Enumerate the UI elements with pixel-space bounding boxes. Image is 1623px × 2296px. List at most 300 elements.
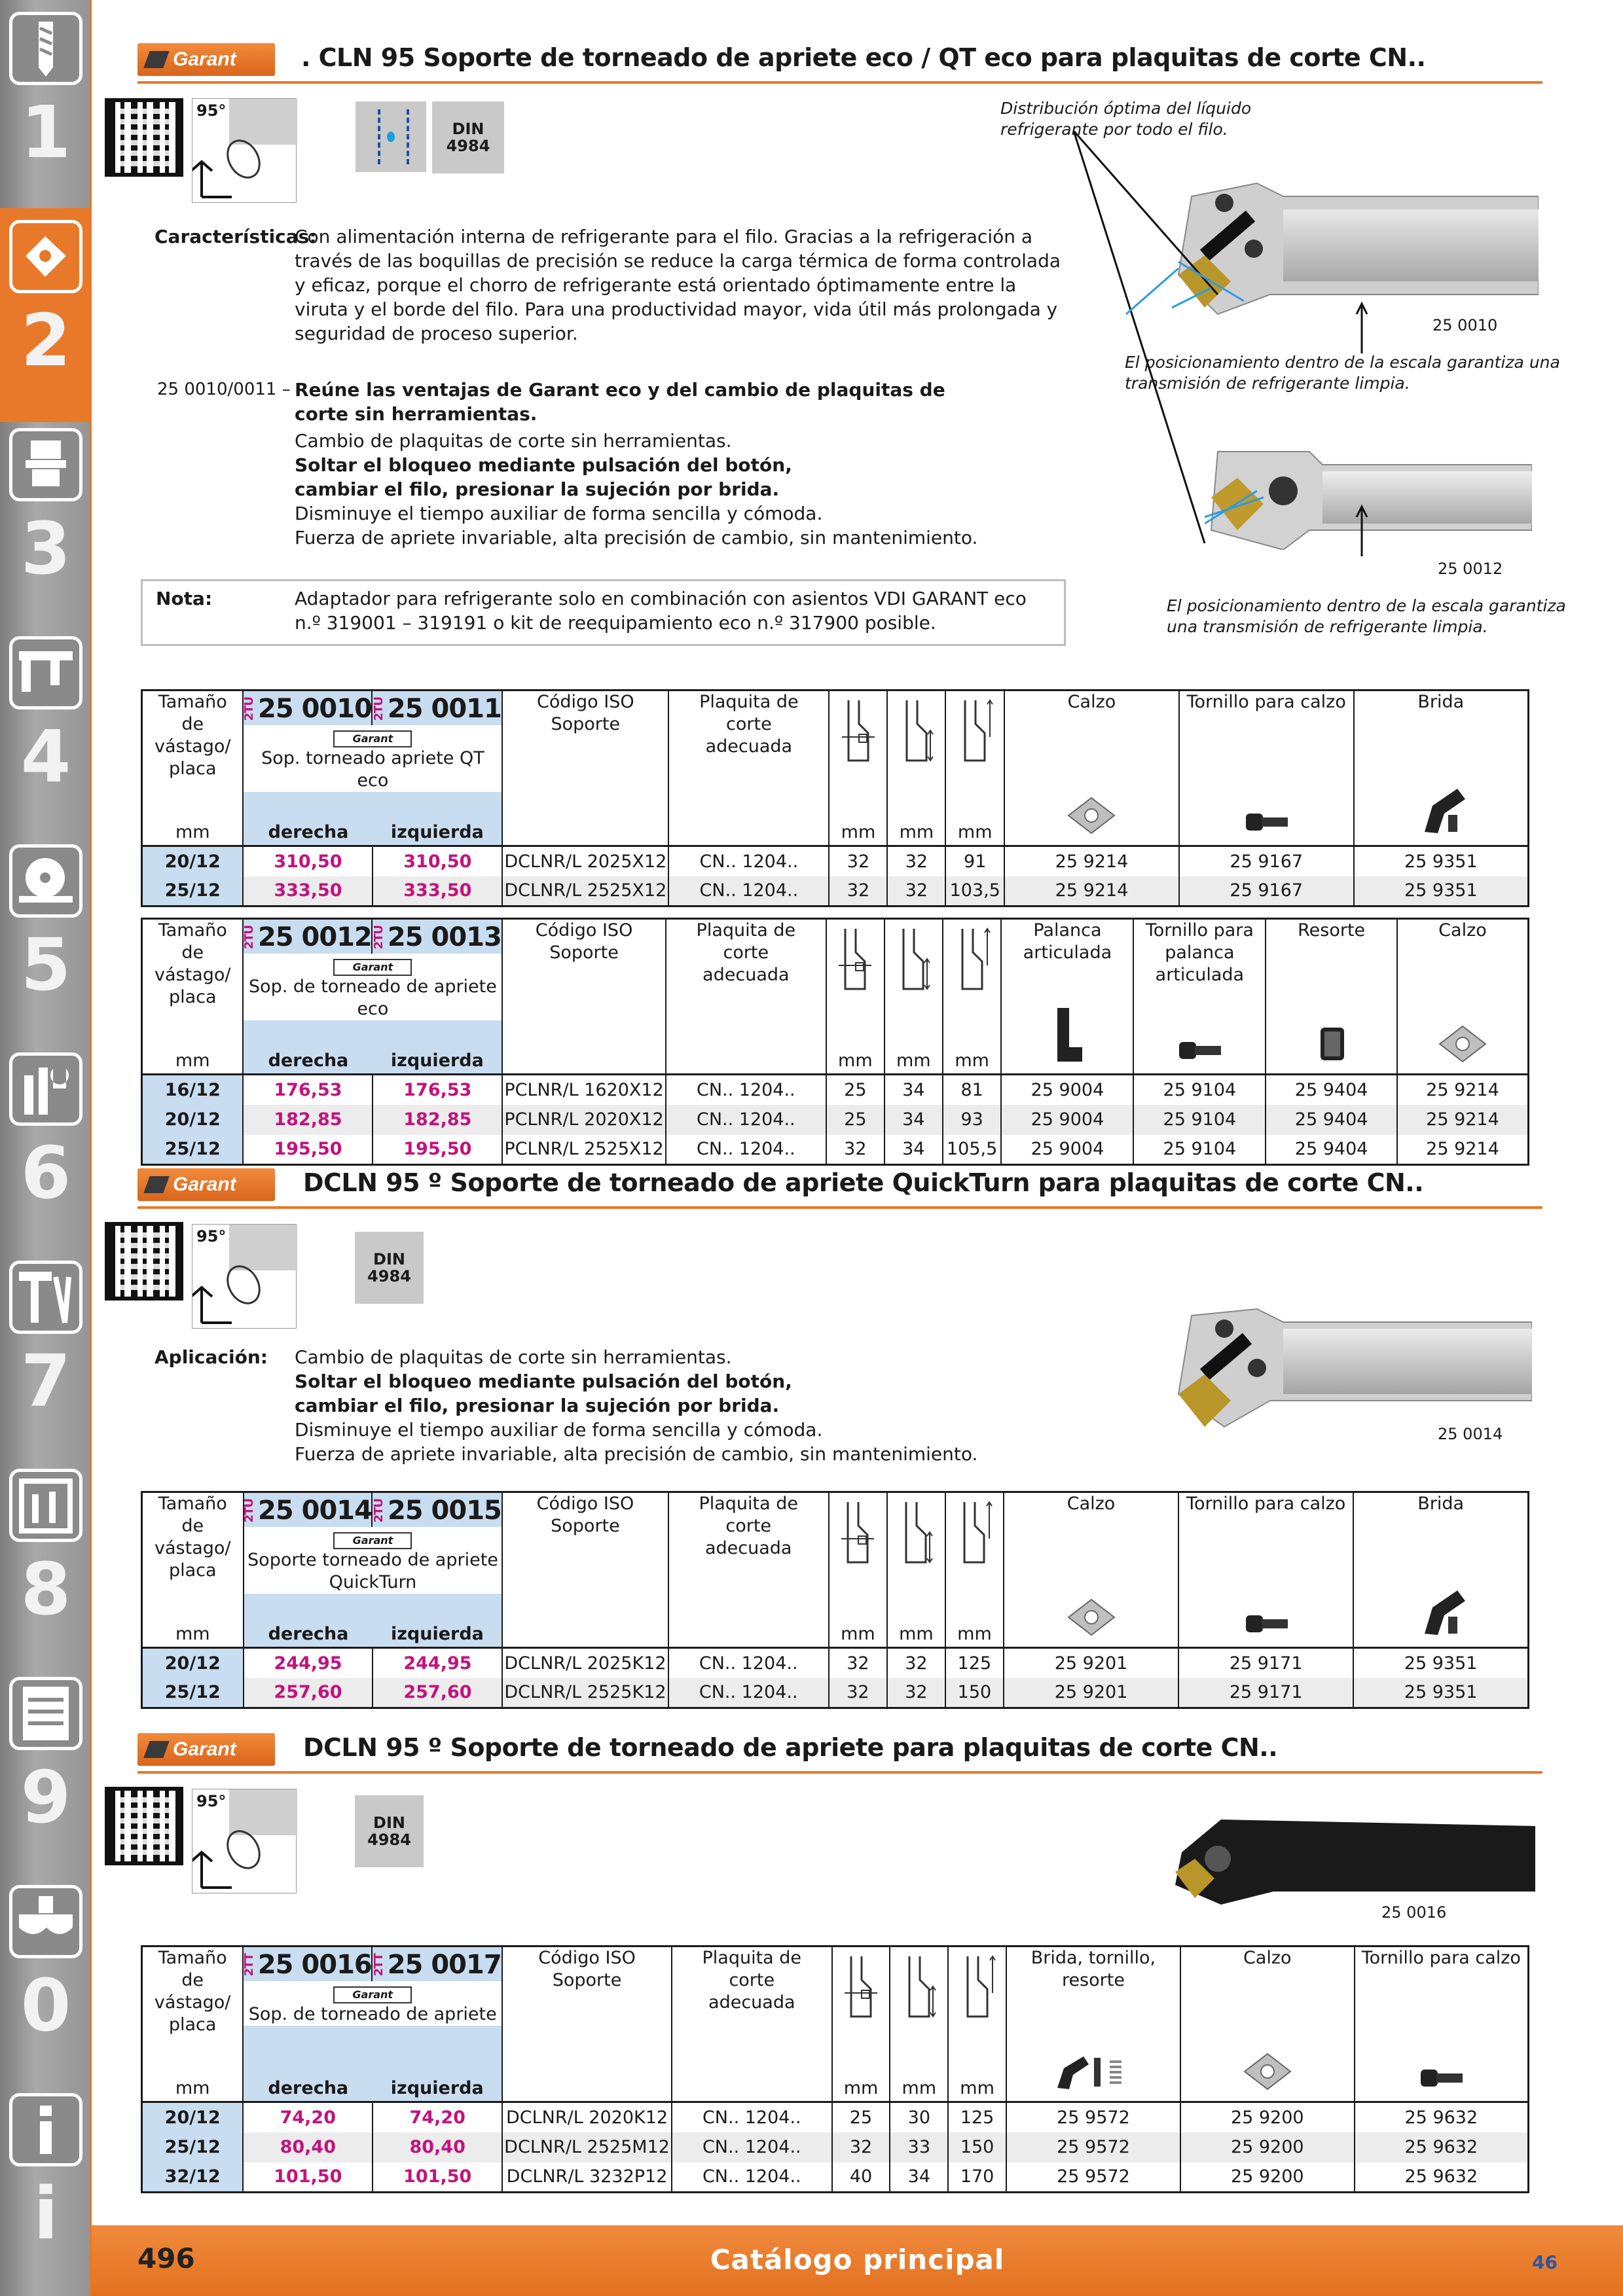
tag: 2TU — [371, 1498, 386, 1523]
iso-code: DCLNR/L 2525K12 — [502, 1678, 668, 1708]
part-number[interactable]: 25 9004 — [1001, 1135, 1133, 1165]
unit-label: mm — [175, 2078, 210, 2098]
sidebar-chapter-3[interactable] — [0, 416, 92, 630]
part-header-text: Tornillo para calzo — [1361, 1948, 1521, 1968]
insert-type: CN.. 1204.. — [668, 1648, 829, 1678]
insert-header-text: Plaquita de corte adecuada — [702, 1948, 802, 2013]
part-header — [1006, 1946, 1180, 2102]
caption-positioning: El posicionamiento dentro de la escala garantiza una transmisión de refrigerante limpia. — [1125, 353, 1560, 393]
unit-label: mm — [957, 1624, 992, 1644]
price-right: 244,95 — [244, 1648, 373, 1678]
dimension-2: 30 — [890, 2102, 948, 2132]
dimension-header — [884, 919, 943, 1075]
part-number[interactable]: 25 9004 — [1001, 1075, 1133, 1105]
part-number[interactable]: 25 9214 — [1004, 876, 1179, 906]
dimension-2: 32 — [887, 1648, 945, 1678]
part-number[interactable]: 25 9214 — [1397, 1105, 1529, 1135]
ref-line: Disminuye el tiempo auxiliar de forma sencilla y cómoda. — [295, 503, 823, 524]
table-row — [142, 1105, 1529, 1135]
iso-header — [502, 691, 668, 846]
part-header-text: Calzo — [1067, 692, 1116, 712]
insert-header-text: Plaquita de corte adecuada — [696, 920, 796, 985]
ref-bold: Reúne las ventajas de Garant eco y del cambio de plaquitas de corte sin herramientas. — [295, 379, 945, 425]
part-header-text: Brida, tornillo, resorte — [1030, 1948, 1156, 1990]
dimension-header — [890, 1946, 948, 2102]
shim-icon — [1181, 2049, 1354, 2094]
article-header — [243, 1946, 502, 2102]
article-number-right[interactable] — [244, 691, 373, 725]
table-row — [142, 846, 1529, 876]
app-line: Cambio de plaquitas de corte sin herramientas. — [295, 1346, 732, 1368]
product-table — [141, 1491, 1529, 1709]
insert-type: CN.. 1204.. — [668, 846, 829, 876]
part-header-text: Resorte — [1298, 920, 1366, 941]
part-number[interactable]: 25 9167 — [1179, 876, 1354, 906]
iso-header — [502, 1946, 672, 2102]
size-cell: 20/12 — [142, 1648, 244, 1678]
price-left: 244,95 — [373, 1648, 502, 1678]
dimension-3: 150 — [948, 2132, 1006, 2162]
ref-label: 25 0010/0011 – — [157, 380, 291, 399]
iso-code: PCLNR/L 2020X12 — [502, 1105, 665, 1135]
dimension-header — [887, 1492, 945, 1648]
tool-image-250012 — [1205, 439, 1532, 550]
article-description: Sop. torneado apriete QT eco — [261, 748, 484, 791]
tag: 2TU — [371, 925, 386, 950]
application-label: Aplicación: — [155, 1346, 268, 1368]
part-number[interactable]: 25 9104 — [1133, 1135, 1266, 1165]
size-cell: 25/12 — [142, 1135, 244, 1165]
price-left: 310,50 — [373, 846, 502, 876]
dimension-2: 34 — [884, 1075, 943, 1105]
caption-positioning: El posicionamiento dentro de la escala garantiza una transmisión de refrigerante limpia. — [1167, 596, 1566, 636]
part-number[interactable]: 25 9351 — [1354, 876, 1529, 906]
size-cell: 25/12 — [142, 876, 244, 906]
dimension-header — [887, 691, 945, 846]
part-number[interactable]: 25 9572 — [1006, 2132, 1180, 2162]
left-label: izquierda — [390, 1624, 484, 1644]
footer-title: Catálogo principal — [710, 2244, 1005, 2276]
table-row — [142, 2162, 1529, 2193]
dimension-1: 25 — [832, 2102, 890, 2132]
article-number: 25 0014 — [258, 1496, 372, 1526]
article-number-left[interactable] — [373, 1493, 501, 1527]
part-number[interactable]: 25 9404 — [1266, 1075, 1397, 1105]
clamp-icon — [1355, 780, 1527, 838]
features-text: Con alimentación interna de refrigerante para el filo. Gracias a la refrigeración a través de las boquillas de precisión se reduce la carga térmica de forma controlada y eficaz, porque el chorro de refrigerante está orientado óptimamente entre la viruta y el borde del filo. Para una productividad mayor, vida útil más prolongada y seguridad de proceso superior. — [295, 226, 1061, 344]
chapter-number: 4 — [20, 715, 71, 798]
dimension-1: 32 — [829, 846, 887, 876]
part-number[interactable]: 25 9404 — [1266, 1105, 1397, 1135]
size-header — [142, 1946, 244, 2102]
tag: 2TT — [371, 1953, 386, 1977]
din-badge: DIN 4984 — [355, 1232, 424, 1304]
part-number[interactable]: 25 9201 — [1004, 1678, 1178, 1708]
price-right: 310,50 — [243, 846, 373, 876]
image-code: 25 0010 — [1432, 316, 1498, 334]
shim-icon — [1398, 1021, 1527, 1067]
dimension-header — [945, 1492, 1004, 1648]
part-number[interactable]: 25 9572 — [1006, 2102, 1180, 2132]
part-header — [1355, 1946, 1529, 2102]
dimension-2: 33 — [890, 2132, 948, 2162]
screw-icon — [1179, 1607, 1353, 1640]
part-number[interactable]: 25 9200 — [1180, 2132, 1355, 2162]
article-number-left[interactable] — [373, 920, 501, 954]
app-line: Disminuye el tiempo auxiliar de forma sencilla y cómoda. — [295, 1419, 823, 1441]
dimension-2: 34 — [884, 1105, 943, 1135]
section-title: DCLN 95 º Soporte de torneado de apriete para plaquitas de corte CN.. — [303, 1733, 1278, 1762]
dimension-1: 25 — [826, 1105, 884, 1135]
dimension-1: 32 — [826, 1135, 884, 1165]
article-number-right[interactable] — [244, 1493, 373, 1527]
iso-header — [502, 1492, 668, 1648]
part-header-text: Brida — [1417, 1494, 1465, 1514]
tag: 2TU — [242, 1498, 257, 1523]
chapter-number: 0 — [20, 1964, 71, 2047]
sidebar-chapter-4[interactable] — [0, 624, 92, 838]
sidebar-chapter-0[interactable] — [0, 1873, 92, 2087]
garant-mini-logo: Garant — [333, 959, 412, 976]
part-number[interactable]: 25 9214 — [1004, 846, 1179, 876]
size-header — [142, 1492, 244, 1648]
left-label: izquierda — [390, 1050, 484, 1071]
part-number[interactable]: 25 9632 — [1355, 2132, 1529, 2162]
unit-label: mm — [896, 1050, 931, 1071]
article-description: Sop. de torneado de apriete eco — [248, 977, 497, 1019]
ref-line: cambiar el filo, presionar la sujeción por brida. — [295, 478, 780, 500]
price-right: 80,40 — [243, 2132, 373, 2162]
unit-label: mm — [843, 2078, 879, 2098]
size-header-text: Tamaño de vástago/ placa — [154, 1948, 231, 2035]
tool-image-250014 — [1165, 1302, 1532, 1433]
iso-code: PCLNR/L 1620X12 — [502, 1075, 665, 1105]
size-header-text: Tamaño de vástago/ placa — [155, 1494, 231, 1581]
size-cell: 25/12 — [142, 1678, 244, 1708]
dimension-3: 125 — [948, 2102, 1006, 2132]
chapter-sidebar — [0, 0, 92, 2296]
part-header-text: Palanca articulada — [1023, 920, 1112, 963]
image-code: 25 0014 — [1438, 1425, 1503, 1443]
part-header — [1354, 691, 1529, 846]
app-line: cambiar el filo, presionar la sujeción por brida. — [295, 1395, 780, 1416]
part-header-text: Tornillo para calzo — [1186, 692, 1346, 712]
article-number: 25 0013 — [387, 922, 501, 952]
part-number[interactable]: 25 9351 — [1354, 846, 1529, 876]
dimension-3: 103,5 — [945, 876, 1004, 906]
tag: 2TU — [242, 925, 256, 950]
dimension-2: 32 — [887, 876, 945, 906]
right-label: derecha — [268, 1624, 349, 1644]
clamp-icon — [1354, 1581, 1527, 1640]
insert-header-text: Plaquita de corte adecuada — [699, 1494, 798, 1558]
note-label: Nota: — [156, 588, 213, 609]
dimension-header — [945, 691, 1004, 846]
dimension-header — [948, 1946, 1006, 2102]
insert-type: CN.. 1204.. — [672, 2162, 832, 2193]
part-header — [1004, 1492, 1178, 1648]
insert-header — [666, 919, 826, 1075]
iso-code: DCLNR/L 2025K12 — [502, 1648, 668, 1678]
chapter-number: 7 — [20, 1339, 71, 1423]
part-number[interactable]: 25 9171 — [1178, 1648, 1353, 1678]
dimension-3: 81 — [943, 1075, 1002, 1105]
tag: 2TU — [371, 696, 386, 721]
dimension-2: 32 — [887, 846, 945, 876]
qr-code[interactable] — [105, 1787, 183, 1865]
din-badge: DIN 4984 — [432, 101, 504, 173]
article-number-left[interactable] — [373, 1947, 501, 1981]
dimension-1: 32 — [829, 876, 887, 906]
caption-coolant: Distribución óptima del líquido refrigerante por todo el filo. — [1000, 99, 1252, 139]
size-cell: 32/12 — [142, 2162, 244, 2193]
table-row — [142, 1678, 1529, 1708]
safety-glasses-icon — [9, 1885, 82, 1958]
article-header — [243, 691, 502, 846]
price-right: 195,50 — [243, 1135, 373, 1165]
part-number[interactable]: 25 9201 — [1004, 1648, 1178, 1678]
part-number[interactable]: 25 9632 — [1355, 2102, 1529, 2132]
dimension-2: 34 — [890, 2162, 948, 2193]
price-right: 333,50 — [243, 876, 373, 906]
shim-icon — [1004, 1594, 1178, 1640]
pliers-icon — [9, 1261, 82, 1334]
dimension-3: 91 — [945, 846, 1004, 876]
sidebar-chapter-2[interactable] — [0, 208, 92, 422]
unit-label: mm — [841, 1624, 875, 1644]
part-header — [1353, 1492, 1528, 1648]
product-table — [141, 918, 1529, 1166]
iso-header-text: Código ISO Soporte — [536, 1494, 634, 1536]
din-badge: DIN 4984 — [355, 1795, 424, 1867]
dimension-3: 170 — [948, 2162, 1006, 2193]
dimension-3: 105,5 — [943, 1135, 1002, 1165]
page-number: 496 — [137, 2242, 195, 2274]
dimension-1: 32 — [829, 1648, 887, 1678]
garant-logo: Garant — [137, 43, 275, 76]
price-right: 74,20 — [243, 2102, 373, 2132]
section-title: . CLN 95 Soporte de torneado de apriete eco / QT eco para plaquitas de corte CN.. — [301, 43, 1426, 72]
dimension-3: 125 — [945, 1648, 1004, 1678]
toolholder-icon — [9, 428, 82, 501]
shim-icon — [1005, 793, 1178, 838]
article-number-right[interactable] — [244, 920, 373, 954]
insert-header — [668, 691, 829, 846]
garant-logo: Garant — [137, 1733, 275, 1766]
dimension-2: 34 — [884, 1135, 943, 1165]
part-header — [1266, 919, 1397, 1075]
part-header — [1180, 1946, 1355, 2102]
article-number: 25 0010 — [257, 694, 372, 724]
price-left: 101,50 — [373, 2162, 502, 2193]
part-number[interactable]: 25 9214 — [1397, 1075, 1529, 1105]
tool-image-250016 — [1169, 1813, 1535, 1911]
dimension-header — [832, 1946, 890, 2102]
sidebar-chapter-6[interactable] — [0, 1041, 92, 1255]
iso-code: DCLNR/L 2525X12 — [502, 876, 668, 906]
article-description: Soporte torneado de apriete QuickTurn — [247, 1550, 498, 1592]
part-number[interactable]: 25 9351 — [1353, 1678, 1528, 1708]
sidebar-chapter-5[interactable] — [0, 833, 92, 1047]
size-header — [142, 919, 244, 1075]
dimension-1: 25 — [826, 1075, 884, 1105]
part-number[interactable]: 25 9004 — [1001, 1105, 1133, 1135]
qr-code[interactable] — [105, 1222, 183, 1300]
garant-mini-logo: Garant — [333, 730, 412, 747]
qr-code[interactable] — [105, 98, 183, 177]
angle-diagram — [192, 1224, 297, 1329]
info-icon — [9, 2093, 82, 2166]
article-header — [243, 919, 502, 1075]
article-number-right[interactable] — [244, 1947, 373, 1981]
article-header — [244, 1492, 503, 1648]
price-right: 176,53 — [243, 1075, 373, 1105]
article-number: 25 0016 — [257, 1950, 372, 1980]
unit-label: mm — [175, 1624, 210, 1644]
part-header-text: Calzo — [1243, 1948, 1292, 1968]
chapter-number: 8 — [20, 1547, 71, 1631]
insert-header — [672, 1946, 832, 2102]
part-header — [1179, 691, 1354, 846]
unit-label: mm — [955, 1050, 989, 1071]
part-number[interactable]: 25 9351 — [1353, 1648, 1528, 1678]
sidebar-chapter-8[interactable] — [0, 1457, 92, 1671]
size-header-text: Tamaño de vástago/ placa — [154, 920, 231, 1007]
ref-line: Soltar el bloqueo mediante pulsación del botón, — [295, 454, 792, 476]
arrow-250010 — [1355, 301, 1368, 353]
left-label: izquierda — [390, 2078, 484, 2098]
price-left: 257,60 — [373, 1678, 502, 1708]
price-left: 74,20 — [373, 2102, 502, 2132]
screw-icon — [1355, 2062, 1527, 2094]
garant-logo: Garant — [137, 1168, 275, 1201]
app-line: Fuerza de apriete invariable, alta precisión de cambio, sin mantenimiento. — [295, 1443, 978, 1465]
features-label: Características: — [155, 226, 317, 247]
unit-label: mm — [175, 1050, 210, 1071]
part-header — [1133, 919, 1266, 1075]
arrow-250012 — [1355, 504, 1368, 556]
part-header — [1178, 1492, 1353, 1648]
insert-type: CN.. 1204.. — [666, 1075, 826, 1105]
sidebar-chapter-9[interactable] — [0, 1665, 92, 1879]
clamp-set-icon — [1007, 2049, 1180, 2094]
sidebar-chapter-i[interactable] — [0, 2081, 92, 2295]
part-header-text: Brida — [1417, 692, 1465, 712]
insert-header-text: Plaquita de corte adecuada — [699, 692, 799, 757]
table-row — [142, 2132, 1529, 2162]
chapter-number: 6 — [20, 1131, 71, 1215]
part-number[interactable]: 25 9167 — [1179, 846, 1354, 876]
table-row — [142, 1648, 1529, 1678]
garant-mini-logo: Garant — [333, 1532, 412, 1549]
table-row — [142, 1135, 1529, 1165]
iso-header-text: Código ISO Soporte — [536, 692, 634, 734]
dimension-1: 32 — [832, 2132, 890, 2162]
coolant-icon — [356, 101, 426, 172]
article-number: 25 0015 — [387, 1496, 501, 1526]
image-code: 25 0012 — [1438, 560, 1503, 578]
cabinet-icon — [9, 1677, 82, 1750]
size-cell: 20/12 — [142, 1105, 244, 1135]
product-table — [141, 689, 1529, 907]
part-number[interactable]: 25 9104 — [1133, 1075, 1266, 1105]
tag: 2TU — [242, 696, 256, 721]
section-title: DCLN 95 º Soporte de torneado de apriete QuickTurn para plaquitas de corte CN.. — [303, 1168, 1424, 1197]
angle-label: 95° — [196, 101, 227, 120]
product-table — [141, 1945, 1529, 2193]
sidebar-chapter-1[interactable] — [0, 0, 92, 214]
section-header-cln95 — [137, 38, 1542, 84]
size-cell: 20/12 — [142, 846, 244, 876]
dimension-2: 32 — [887, 1678, 945, 1708]
price-left: 176,53 — [373, 1075, 502, 1105]
part-number[interactable]: 25 9572 — [1006, 2162, 1180, 2193]
unit-label: mm — [899, 1624, 934, 1644]
toolbox-icon — [9, 1469, 82, 1542]
screw-icon — [1180, 806, 1353, 838]
price-left: 333,50 — [373, 876, 502, 906]
sidebar-chapter-7[interactable] — [0, 1249, 92, 1463]
size-cell: 25/12 — [142, 2132, 244, 2162]
iso-code: PCLNR/L 2525X12 — [502, 1135, 665, 1165]
note-text: Adaptador para refrigerante solo en combinación con asientos VDI GARANT eco n.º 319001 – 319191 o kit de reequipamiento eco n.º 317900 posible. — [295, 588, 1027, 634]
right-label: derecha — [268, 1050, 349, 1071]
part-number[interactable]: 25 9200 — [1180, 2102, 1355, 2132]
price-left: 80,40 — [373, 2132, 502, 2162]
part-number[interactable]: 25 9404 — [1266, 1135, 1397, 1165]
chapter-number: 5 — [20, 923, 71, 1007]
insert-type: CN.. 1204.. — [668, 1678, 829, 1708]
spring-icon — [1266, 1021, 1396, 1067]
wrench-icon — [9, 1052, 82, 1126]
table-row — [142, 2102, 1529, 2132]
part-number[interactable]: 25 9214 — [1397, 1135, 1529, 1165]
page-number-small: 46 — [1532, 2251, 1558, 2273]
angle-diagram — [192, 1789, 297, 1893]
dimension-3: 93 — [943, 1105, 1002, 1135]
article-number: 25 0011 — [387, 694, 501, 724]
size-header-text: Tamaño de vástago/ placa — [155, 692, 231, 779]
dimension-header — [826, 919, 884, 1075]
part-number[interactable]: 25 9171 — [1178, 1678, 1353, 1708]
part-header — [1397, 919, 1529, 1075]
unit-label: mm — [899, 822, 934, 842]
iso-code: DCLNR/L 2020K12 — [502, 2102, 672, 2132]
lever-icon — [1002, 1001, 1133, 1067]
chapter-number: 2 — [20, 298, 71, 382]
left-label: izquierda — [390, 822, 484, 842]
section-header-dcln95-quickturn — [137, 1163, 1542, 1209]
article-number-left[interactable] — [373, 691, 501, 725]
part-number[interactable]: 25 9104 — [1133, 1105, 1266, 1135]
screw-icon — [1134, 1034, 1265, 1067]
part-header-text: Calzo — [1438, 920, 1487, 941]
article-number: 25 0017 — [387, 1950, 501, 1980]
iso-header-text: Código ISO Soporte — [535, 920, 633, 963]
part-number[interactable]: 25 9632 — [1355, 2162, 1529, 2193]
ref-line: Fuerza de apriete invariable, alta precisión de cambio, sin mantenimiento. — [295, 527, 978, 548]
dimension-3: 150 — [945, 1678, 1004, 1708]
part-header-text: Tornillo para palanca articulada — [1145, 920, 1254, 985]
angle-diagram — [192, 98, 297, 203]
note-box — [141, 579, 1066, 646]
iso-code: DCLNR/L 3232P12 — [502, 2162, 672, 2193]
app-line: Soltar el bloqueo mediante pulsación del botón, — [295, 1371, 792, 1392]
part-number[interactable]: 25 9200 — [1180, 2162, 1355, 2193]
unit-label: mm — [838, 1050, 873, 1071]
article-description: Sop. de torneado de apriete — [248, 2004, 497, 2024]
unit-label: mm — [841, 822, 876, 842]
